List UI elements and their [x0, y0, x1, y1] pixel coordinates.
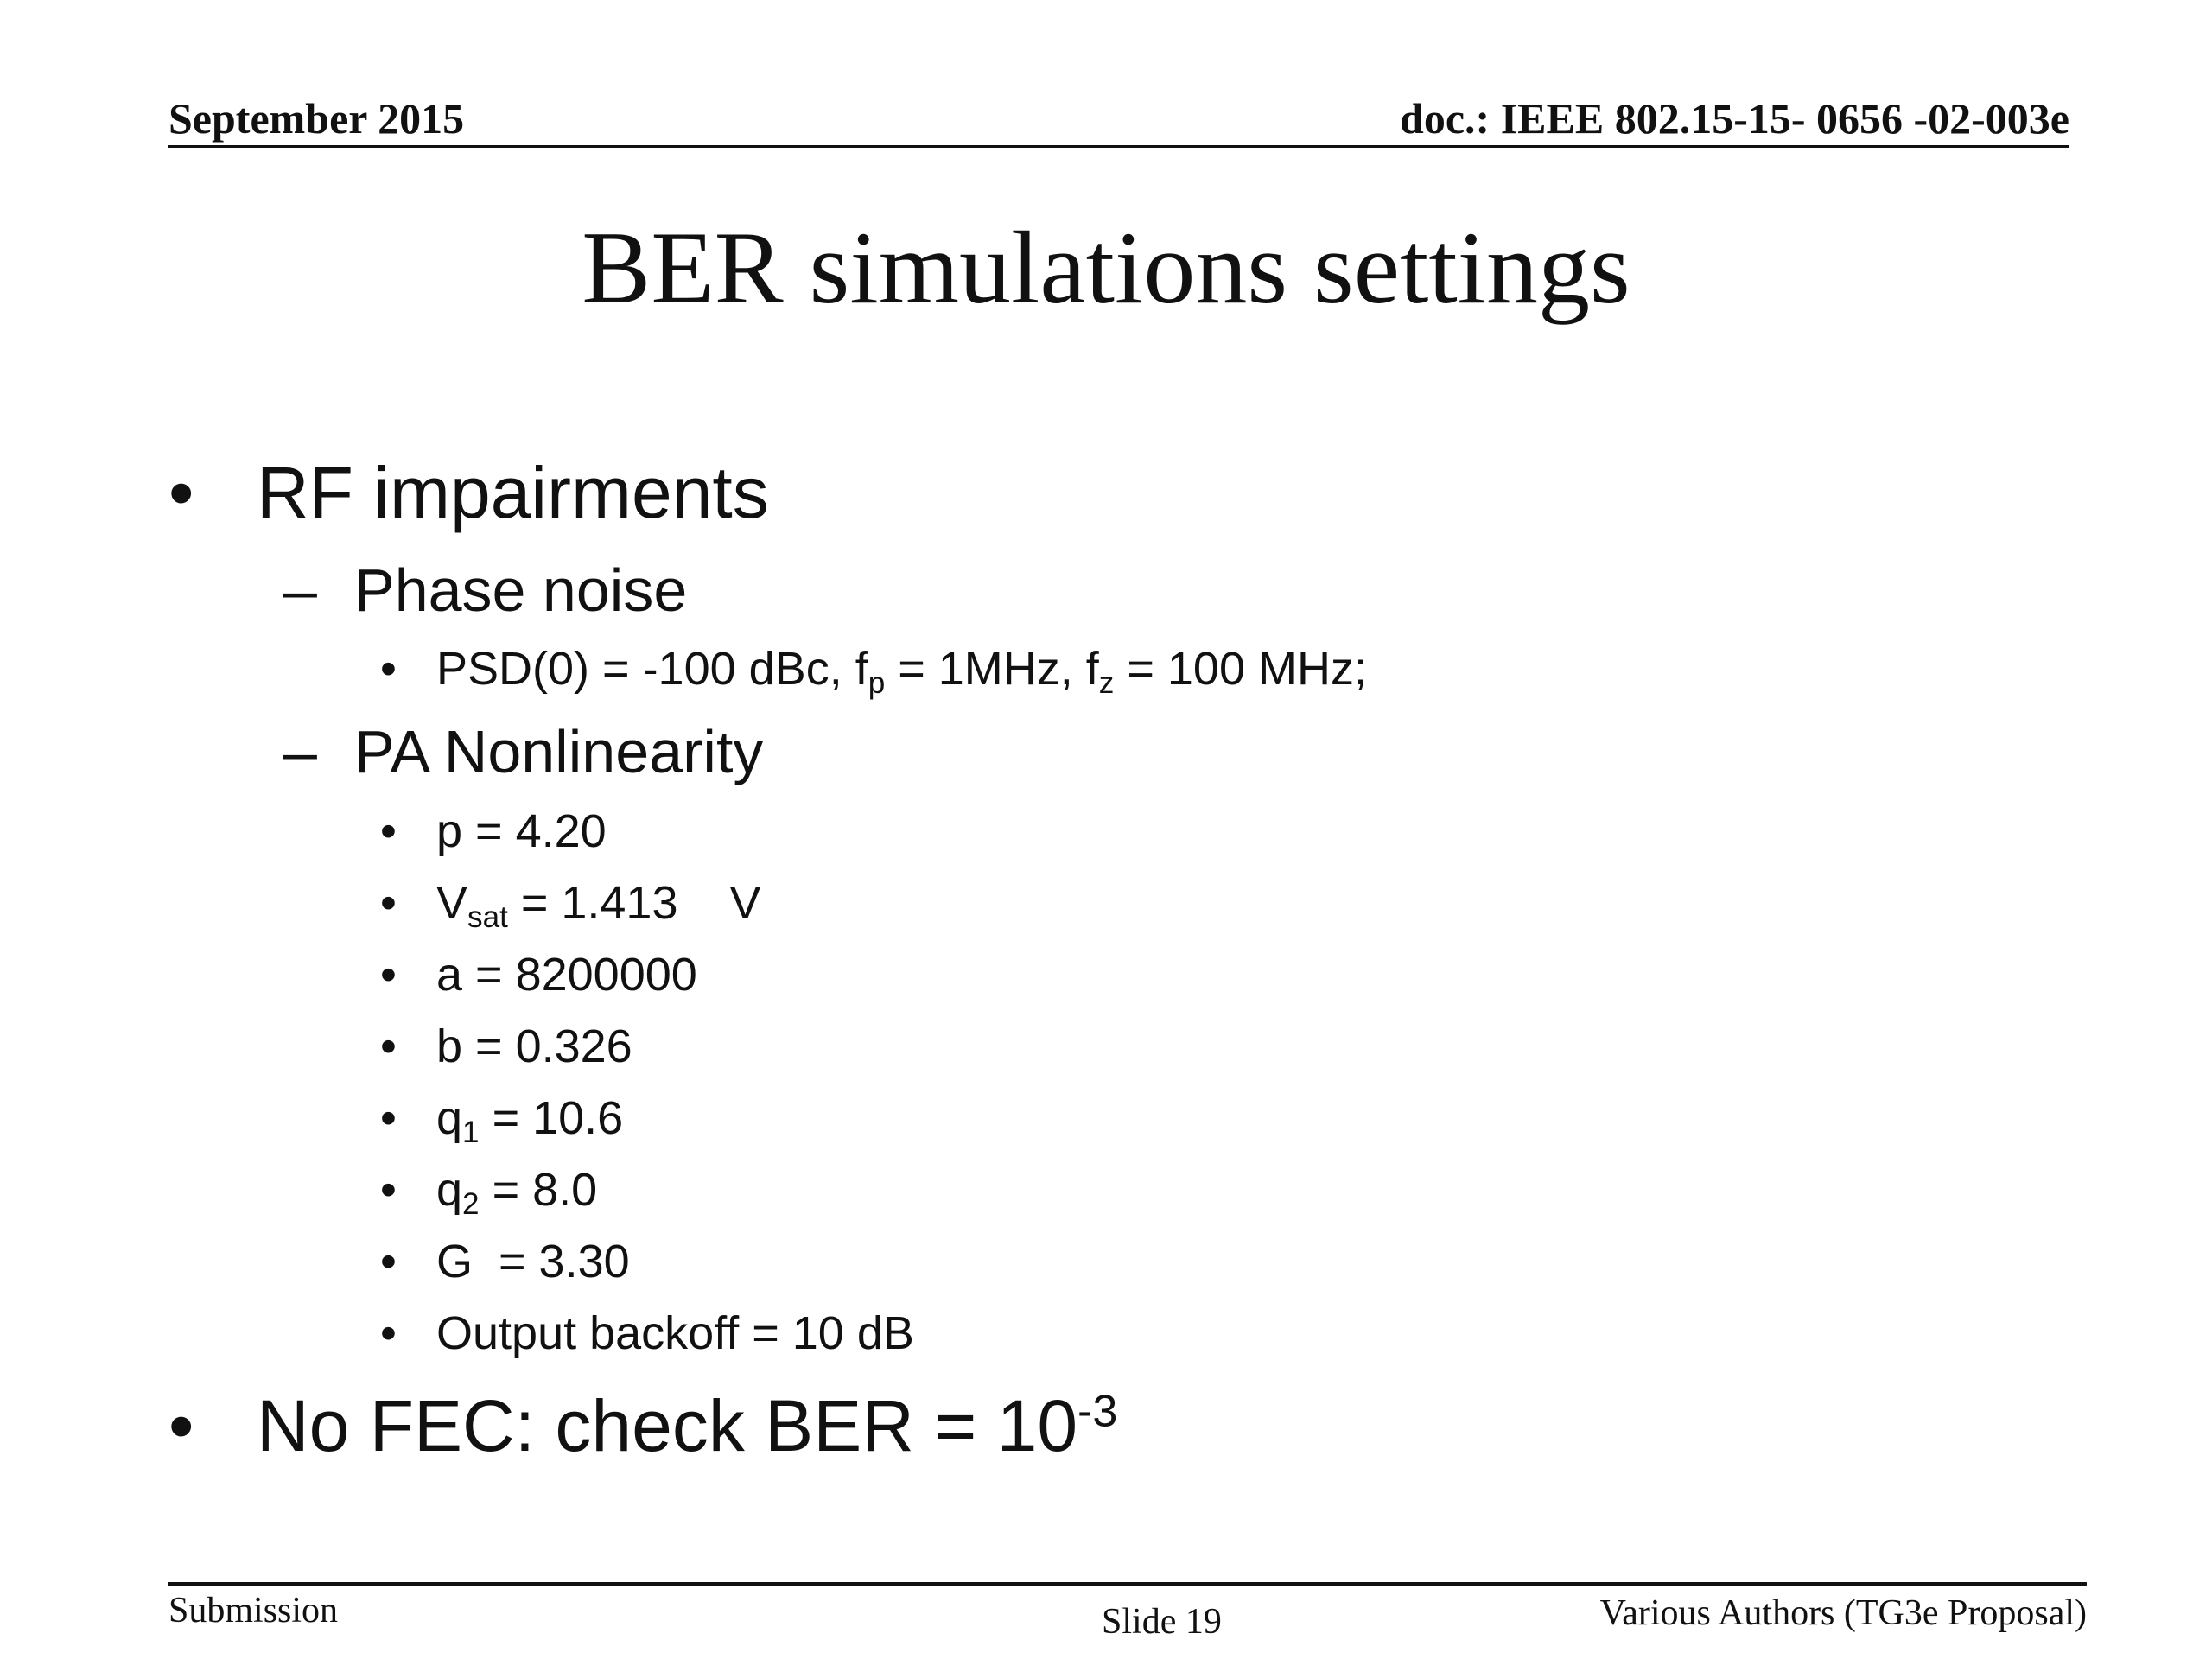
bullet-no-fec — [257, 1385, 1118, 1466]
item-q2 — [436, 1164, 598, 1221]
fec-exponent: -3 — [1077, 1386, 1118, 1437]
bullet-marker-psd: • — [380, 643, 397, 695]
vsat-value: = 1.413 V — [507, 877, 761, 929]
bullet-marker-q2: • — [380, 1164, 397, 1216]
header-doc-id: doc.: IEEE 802.15-15- 0656 -02-003e — [1400, 94, 2069, 143]
bullet-marker-q1: • — [380, 1092, 397, 1144]
bullet-rf-impairments: RF impairments — [257, 452, 769, 533]
bullet-marker-a: • — [380, 949, 397, 1001]
item-vsat — [436, 877, 761, 934]
psd-sub-p: p — [868, 665, 886, 700]
psd-text-2: = 1MHz, f — [885, 643, 1099, 695]
bullet-marker-g: • — [380, 1236, 397, 1287]
bullet-marker-p: • — [380, 805, 397, 857]
bullet-marker-vsat: • — [380, 877, 397, 929]
item-psd — [436, 643, 1367, 700]
footer-authors: Various Authors (TG3e Proposal) — [1599, 1593, 2087, 1633]
dash-marker-phase-noise: – — [283, 556, 317, 624]
subbullet-phase-noise: Phase noise — [354, 556, 688, 624]
header-date: September 2015 — [168, 94, 465, 143]
item-p: p = 4.20 — [436, 805, 607, 857]
dash-marker-pa: – — [283, 718, 317, 785]
bullet-marker-fec: • — [168, 1385, 194, 1466]
q2-value: = 8.0 — [479, 1164, 598, 1216]
psd-text-1: PSD(0) = -100 dBc, f — [436, 643, 868, 695]
psd-sub-z: z — [1098, 665, 1115, 700]
q1-value: = 10.6 — [479, 1092, 624, 1144]
slide-title: BER simulations settings — [582, 210, 1630, 325]
vsat-var: V — [436, 877, 468, 929]
vsat-sub: sat — [467, 899, 508, 934]
fec-text: No FEC: check BER = 10 — [257, 1385, 1078, 1466]
bullet-marker-rf: • — [168, 452, 194, 533]
header-divider — [168, 145, 2069, 148]
bullet-marker-b: • — [380, 1020, 397, 1072]
subbullet-pa-nonlinearity: PA Nonlinearity — [354, 718, 764, 785]
item-g: G = 3.30 — [436, 1236, 630, 1287]
item-q1 — [436, 1092, 624, 1149]
q1-sub: 1 — [462, 1115, 480, 1149]
item-b: b = 0.326 — [436, 1020, 632, 1072]
q2-var: q — [436, 1164, 463, 1216]
q1-var: q — [436, 1092, 463, 1144]
psd-text-3: = 100 MHz; — [1114, 643, 1367, 695]
footer-divider — [168, 1582, 2087, 1586]
item-a: a = 8200000 — [436, 949, 697, 1001]
footer-slide-number: Slide 19 — [1102, 1602, 1222, 1642]
bullet-marker-backoff: • — [380, 1307, 397, 1359]
item-output-backoff: Output backoff = 10 dB — [436, 1307, 914, 1359]
footer-submission: Submission — [168, 1591, 339, 1630]
q2-sub: 2 — [462, 1186, 480, 1221]
